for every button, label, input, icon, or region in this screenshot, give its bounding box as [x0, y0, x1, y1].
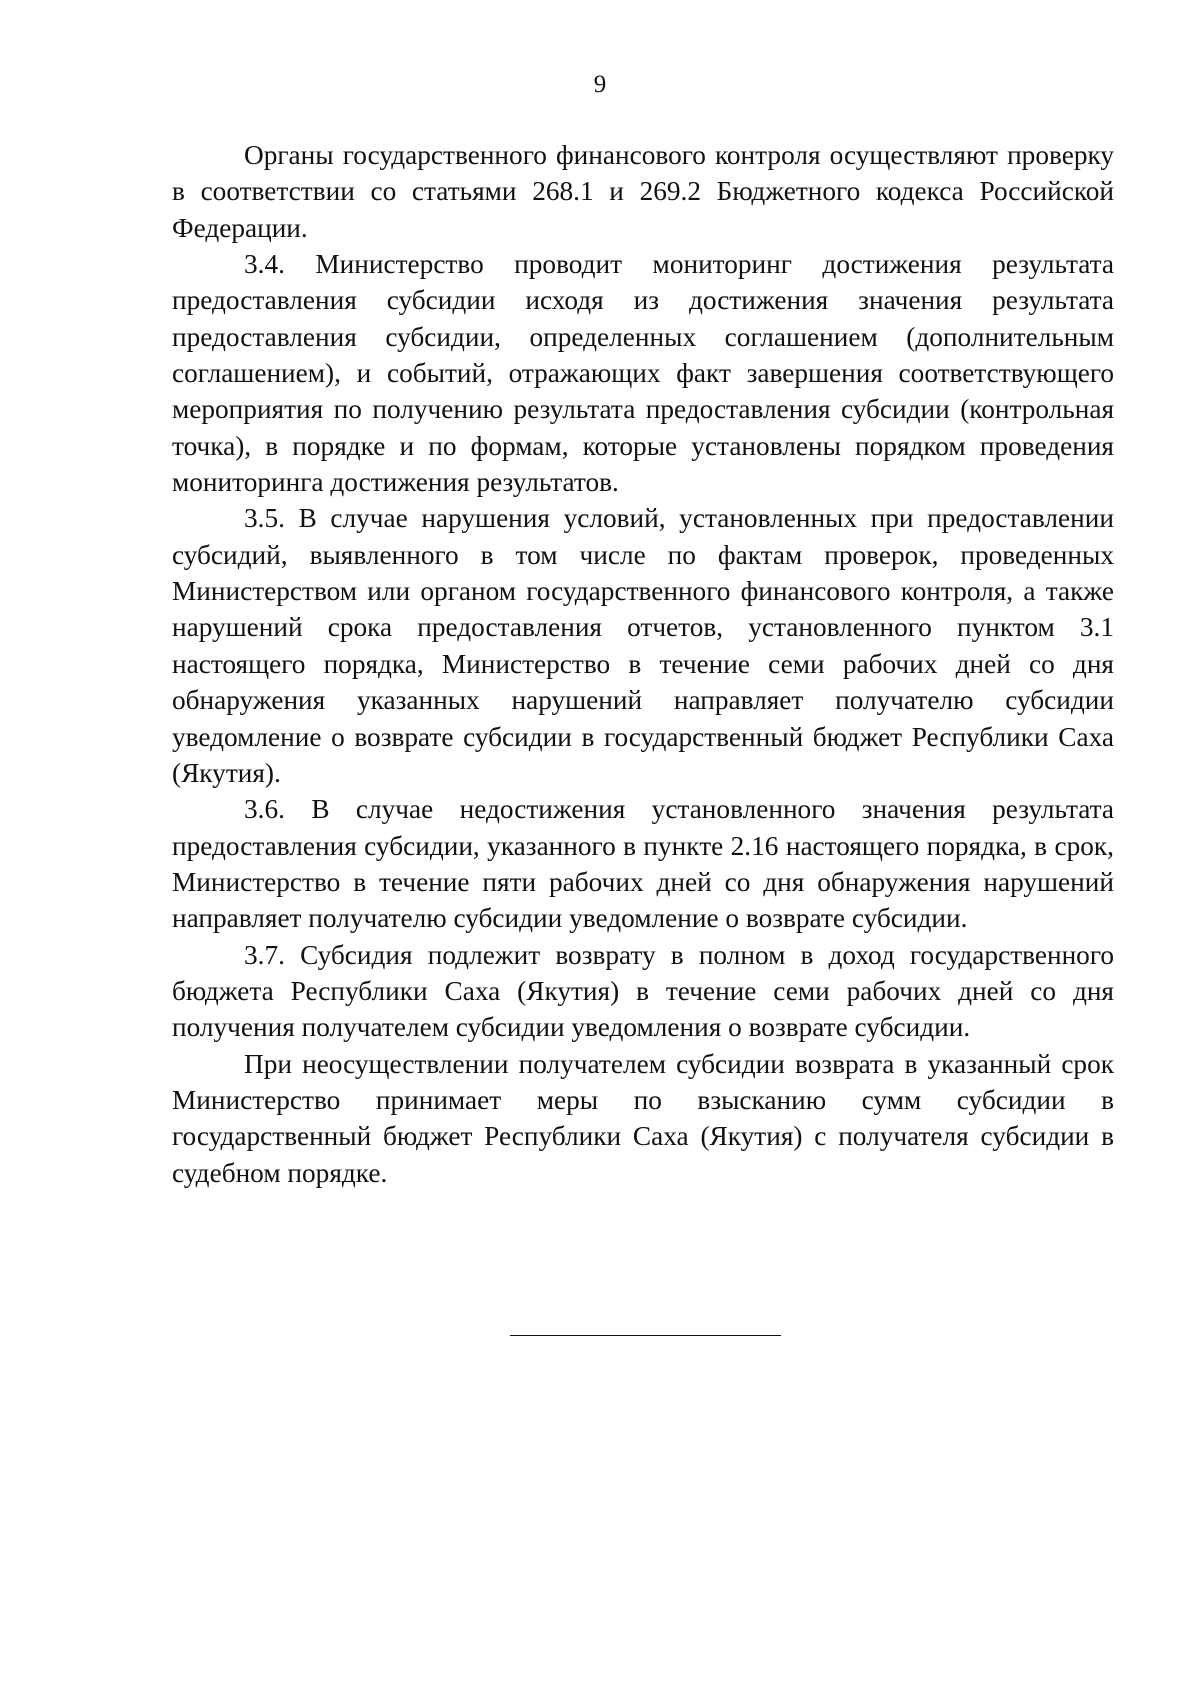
paragraph-3-5: 3.5. В случае нарушения условий, установленных при предоставлении субсидий, выявленного в том числе по фактам проверок, проведенных Министерством или органом государственного финансового контроля, а также нарушений срока предоставления отчетов, установленного пунктом 3.1 настоящего порядка, Министерство в течение семи рабочих дней со дня обнаружения указанных нарушений направляет получателю субсидии уведомление о возврате субсидии в государственный бюджет Республики Саха (Якутия).	[172, 503, 1114, 788]
paragraph-3-7: 3.7. Субсидия подлежит возврату в полном в доход государственного бюджета Республики Саха (Якутия) в течение семи рабочих дней со дня получения получателем субсидии уведомления о возврате субсидии.	[172, 939, 1114, 1043]
paragraph-3-4: 3.4. Министерство проводит мониторинг достижения результата предоставления субсидии исходя из достижения значения результата предоставления субсидии, определенных соглашением (дополнительным соглашением), и событий, отражающих факт завершения соответствующего мероприятия по получению результата предоставления субсидии (контрольная точка), в порядке и по формам, которые установлены порядком проведения мониторинга достижения результатов.	[172, 249, 1114, 498]
paragraph-3-6: 3.6. В случае недостижения установленного значения результата предоставления субсидии, указанного в пункте 2.16 настоящего порядка, в срок, Министерство в течение пяти рабочих дней со дня обнаружения нарушений направляет получателю субсидии уведомление о возврате субсидии.	[172, 794, 1114, 934]
document-body	[172, 137, 1114, 1191]
paragraph-non-return: При неосуществлении получателем субсидии возврата в указанный срок Министерство принимает меры по взысканию сумм субсидии в государственный бюджет Республики Саха (Якутия) с получателя субсидии в судебном порядке.	[172, 1048, 1114, 1188]
page-number: 9	[593, 71, 607, 98]
paragraph-financial-control: Органы государственного финансового контроля осуществляют проверку в соответствии со статьями 268.1 и 269.2 Бюджетного кодекса Российской Федерации.	[172, 140, 1114, 243]
end-of-document-rule	[510, 1335, 781, 1336]
